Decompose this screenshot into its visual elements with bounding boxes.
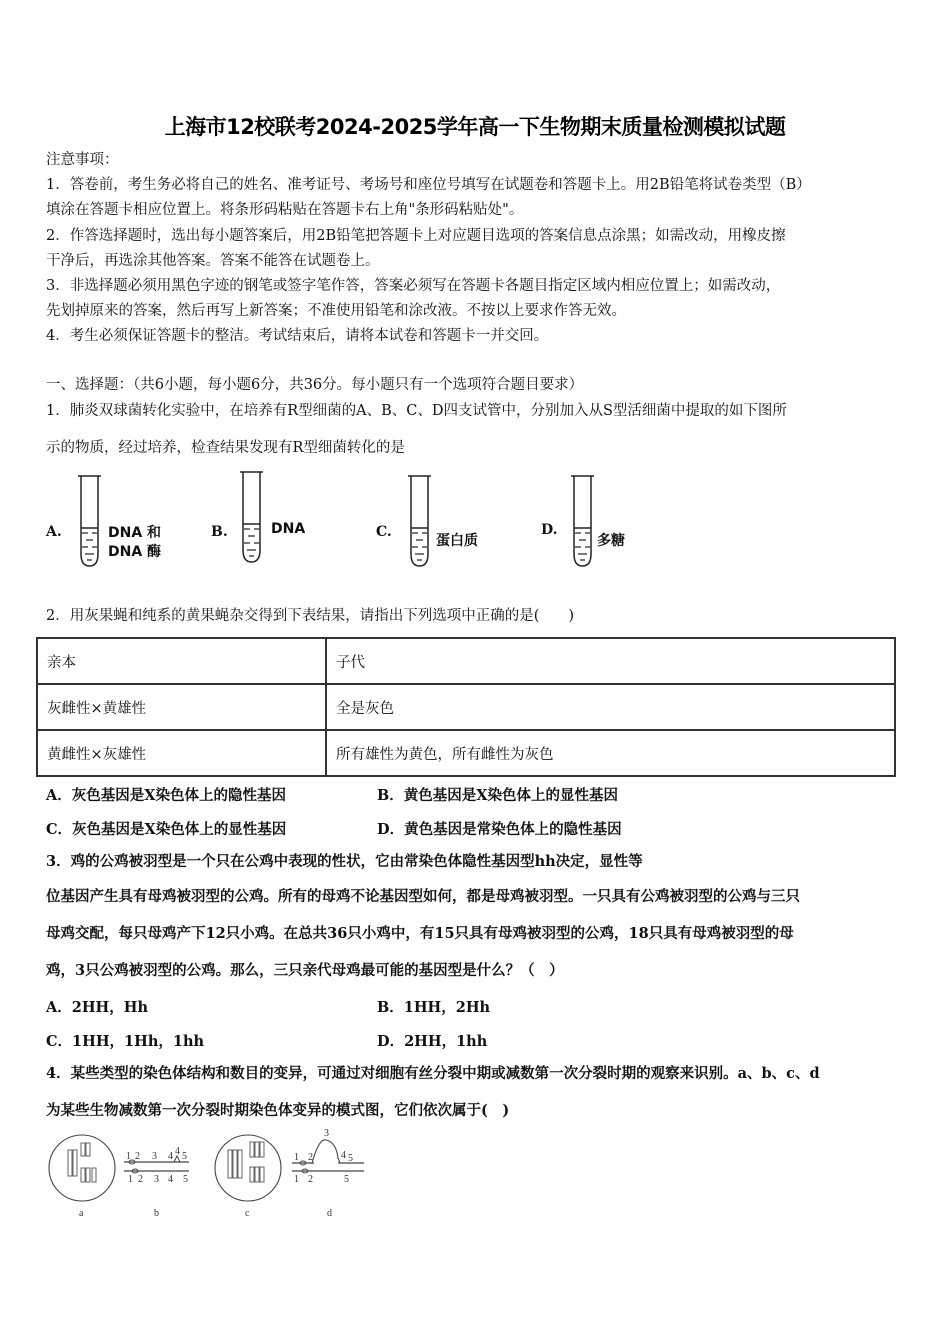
section-heading: 一、选择题：（共6小题，每小题6分，共36分。每小题只有一个选项符合题目要求） bbox=[46, 377, 584, 393]
svg-text:5: 5 bbox=[182, 1151, 187, 1162]
notice-line: 干净后，再选涂其他答案。答案不能答在试题卷上。 bbox=[46, 253, 380, 269]
svg-text:5: 5 bbox=[344, 1174, 349, 1185]
table-row bbox=[37, 684, 895, 730]
panel-label-b: b bbox=[154, 1208, 159, 1219]
svg-text:1: 1 bbox=[294, 1174, 299, 1185]
question-3-text: 母鸡交配，每只母鸡产下12只小鸡。在总共36只小鸡中，有15只具有母鸡被羽型的公鸡，18只具有母鸡被羽型的母 bbox=[46, 925, 794, 942]
svg-text:4: 4 bbox=[175, 1146, 180, 1157]
svg-text:2: 2 bbox=[138, 1174, 143, 1185]
svg-text:2: 2 bbox=[308, 1174, 313, 1185]
question-3-text: 鸡，3只公鸡被羽型的公鸡。那么，三只亲代母鸡最可能的基因型是什么？（ ） bbox=[46, 962, 564, 979]
svg-text:1: 1 bbox=[126, 1151, 131, 1162]
option-letter: D. bbox=[541, 522, 558, 538]
q3-option-d: D．2HH，1hh bbox=[377, 1033, 488, 1050]
question-4-text: 4．某些类型的染色体结构和数目的变异，可通过对细胞有丝分裂中期或减数第一次分裂时期的观察来识别。a、b、c、d bbox=[46, 1065, 820, 1082]
svg-text:4: 4 bbox=[168, 1151, 173, 1162]
notice-line: 填涂在答题卡相应位置上。将条形码粘贴在答题卡右上角"条形码粘贴处"。 bbox=[46, 202, 524, 218]
svg-text:4: 4 bbox=[341, 1150, 346, 1161]
q3-option-b: B．1HH，2Hh bbox=[377, 999, 491, 1016]
table-header-row bbox=[37, 638, 895, 684]
table-row bbox=[37, 730, 895, 776]
notice-heading: 注意事项： bbox=[46, 152, 119, 168]
tube-label: 蛋白质 bbox=[436, 533, 478, 549]
notice-line: 3．非选择题必须用黑色字迹的钢笔或签字笔作答，答案必须写在答题卡各题目指定区域内相应位置上；如需改动， bbox=[46, 278, 781, 294]
cell-a-diagram bbox=[49, 1135, 115, 1201]
tube-label: DNA 酶 bbox=[108, 544, 162, 560]
test-tube-icon bbox=[406, 470, 436, 570]
svg-text:1: 1 bbox=[128, 1174, 133, 1185]
svg-text:2: 2 bbox=[135, 1151, 140, 1162]
table-header-cell: 亲本 bbox=[37, 638, 326, 684]
test-tube-icon bbox=[76, 470, 106, 570]
notice-line: 1．答卷前，考生务必将自己的姓名、准考证号、考场号和座位号填写在试题卷和答题卡上。用2B铅笔将试卷类型（B） bbox=[46, 177, 811, 193]
notice-line: 先划掉原来的答案，然后再写上新答案；不准使用铅笔和涂改液。不按以上要求作答无效。 bbox=[46, 303, 626, 319]
pairing-b-diagram bbox=[124, 1146, 189, 1185]
q3-option-a: A．2HH，Hh bbox=[46, 999, 148, 1016]
test-tube-icon bbox=[569, 470, 599, 570]
option-letter: B. bbox=[211, 524, 228, 540]
page-title: 上海市12校联考2024-2025学年高一下生物期末质量检测模拟试题 bbox=[164, 115, 786, 139]
table-cell: 黄雌性×灰雄性 bbox=[37, 730, 326, 776]
question-3-text: 3．鸡的公鸡被羽型是一个只在公鸡中表现的性状，它由常染色体隐性基因型hh决定，显性等 bbox=[46, 853, 643, 870]
question-4-text: 为某些生物减数第一次分裂时期染色体变异的模式图，它们依次属于( ) bbox=[46, 1102, 510, 1119]
svg-text:5: 5 bbox=[183, 1174, 188, 1185]
q2-option-b: B．黄色基因是X染色体上的显性基因 bbox=[377, 787, 619, 804]
table-cell: 所有雄性为黄色，所有雌性为灰色 bbox=[326, 730, 895, 776]
q2-option-c: C．灰色基因是X染色体上的显性基因 bbox=[46, 821, 287, 838]
table-cell: 灰雌性×黄雄性 bbox=[37, 684, 326, 730]
tube-label: 多糖 bbox=[597, 533, 625, 549]
svg-text:3: 3 bbox=[154, 1174, 159, 1185]
panel-label-a: a bbox=[79, 1208, 84, 1219]
svg-text:2: 2 bbox=[308, 1152, 313, 1163]
cell-c-diagram bbox=[215, 1135, 281, 1201]
chromosome-variation-figure bbox=[44, 1128, 374, 1223]
notice-line: 4．考生必须保证答题卡的整洁。考试结束后，请将本试卷和答题卡一并交回。 bbox=[46, 328, 549, 344]
q3-option-c: C．1HH，1Hh，1hh bbox=[46, 1033, 205, 1050]
svg-text:4: 4 bbox=[168, 1174, 173, 1185]
notice-line: 2．作答选择题时，选出每小题答案后，用2B铅笔把答题卡上对应题目选项的答案信息点涂黑；如需改动，用橡皮擦 bbox=[46, 228, 786, 244]
pairing-d-diagram bbox=[292, 1128, 364, 1185]
table-cell: 全是灰色 bbox=[326, 684, 895, 730]
question-3-text: 位基因产生具有母鸡被羽型的公鸡。所有的母鸡不论基因型如何，都是母鸡被羽型。一只具有公鸡被羽型的公鸡与三只 bbox=[46, 888, 800, 905]
tube-label: DNA 和 bbox=[108, 525, 162, 541]
question-1-text: 示的物质，经过培养，检查结果发现有R型细菌转化的是 bbox=[46, 440, 405, 456]
test-tube-icon bbox=[238, 466, 268, 566]
option-letter: A. bbox=[46, 524, 62, 540]
table-header-cell: 子代 bbox=[326, 638, 895, 684]
q2-option-d: D．黄色基因是常染色体上的隐性基因 bbox=[377, 821, 622, 838]
test-tube-figure bbox=[46, 470, 666, 570]
svg-text:1: 1 bbox=[294, 1152, 299, 1163]
svg-text:5: 5 bbox=[348, 1153, 353, 1164]
cross-results-table bbox=[36, 637, 896, 777]
panel-label-c: c bbox=[245, 1208, 250, 1219]
tube-label: DNA bbox=[271, 521, 306, 537]
question-1-text: 1．肺炎双球菌转化实验中，在培养有R型细菌的A、B、C、D四支试管中，分别加入从S型活细菌中提取的如下图所 bbox=[46, 403, 787, 419]
svg-text:3: 3 bbox=[152, 1151, 157, 1162]
q2-option-a: A．灰色基因是X染色体上的隐性基因 bbox=[46, 787, 286, 804]
svg-text:3: 3 bbox=[324, 1128, 329, 1139]
panel-label-d: d bbox=[327, 1208, 332, 1219]
option-letter: C. bbox=[376, 524, 392, 540]
question-2-text: 2．用灰果蝇和纯系的黄果蝇杂交得到下表结果，请指出下列选项中正确的是( ) bbox=[46, 608, 575, 624]
